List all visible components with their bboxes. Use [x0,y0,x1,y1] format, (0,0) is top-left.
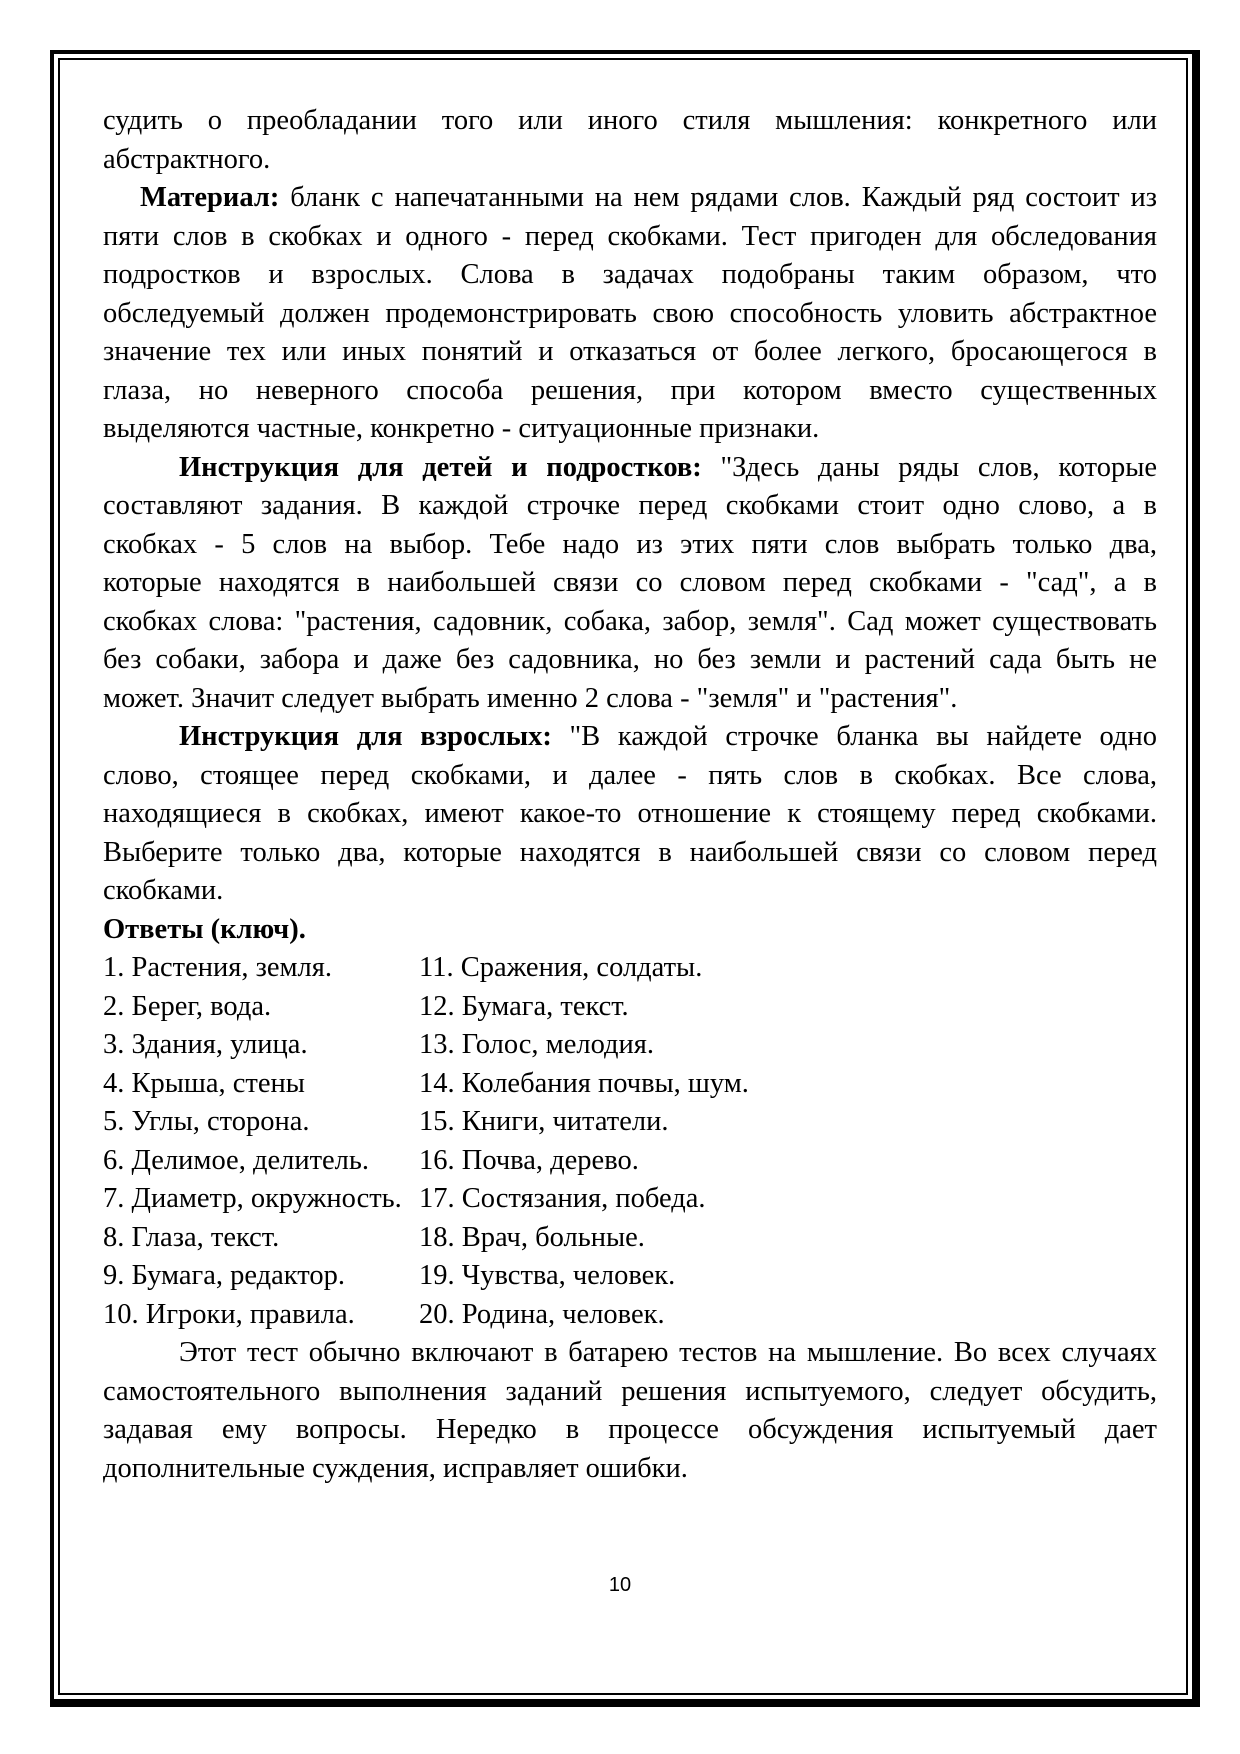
line-text: абстрактного. [103,143,271,175]
answers-heading [103,911,1157,950]
line-text: подростков и взрослых. Слова в задачах подобраны таким образом, что [103,259,1157,290]
answer-row [103,1065,1157,1104]
answer-item: 19. Чувства, человек. [419,1260,676,1291]
answer-item: 11. Сражения, солдаты. [419,952,703,983]
closing-paragraph [103,1334,1157,1488]
line-text: составляют задания. В каждой строчке перед скобками стоит одно слово, а в [103,490,1157,521]
text-line [103,795,1157,834]
answer-row [103,988,1157,1027]
answer-item: 3. Здания, улица. [103,1029,308,1060]
answer-item: 9. Бумага, редактор. [103,1260,345,1291]
text-line [103,680,1157,719]
text-line [103,603,1157,642]
answer-row [103,1257,1157,1296]
answer-item: 2. Берег, вода. [103,990,272,1022]
answer-item: 14. Колебания почвы, шум. [419,1067,749,1099]
answer-item: 15. Книги, читатели. [419,1106,669,1137]
answer-item: 18. Врач, больные. [419,1221,645,1253]
line-text: скобках слова: "растения, садовник, собака, забор, земля". Сад может существовать [103,605,1157,637]
text-line [103,834,1157,873]
answer-item: 5. Углы, сторона. [103,1106,310,1137]
paragraph [103,179,1157,449]
line-text: находящиеся в скобках, имеют какое-то отношение к стоящему перед скобками. [103,798,1157,829]
line-text: Выберите только два, которые находятся в наибольшей связи со словом перед [103,836,1157,868]
text-line [103,757,1157,796]
line-text: обследуемый должен продемонстрировать свою способность уловить абстрактное [103,297,1157,329]
answer-row [103,949,1157,988]
answer-row [103,1026,1157,1065]
line-text: "Здесь даны ряды слов, которые [701,451,1158,483]
line-text: самостоятельного выполнения заданий решения испытуемого, следует обсудить, [103,1375,1157,1407]
answer-item: 8. Глаза, текст. [103,1221,280,1253]
text-line [103,1411,1157,1450]
line-text: Этот тест обычно включают в батарею тестов на мышление. Во всех случаях [179,1337,1157,1368]
answers-section [103,911,1157,1335]
text-line [103,641,1157,680]
answer-item: 7. Диаметр, окружность. [103,1183,402,1214]
answer-item: 13. Голос, мелодия. [419,1029,654,1060]
line-text: слово, стоящее перед скобками, и далее - пять слов в скобках. Все слова, [103,759,1157,791]
text-line [103,141,1157,180]
bold-lead: Инструкция для взрослых: [179,721,552,752]
answer-row [103,1103,1157,1142]
answer-item: 12. Бумага, текст. [419,990,629,1022]
line-text: дополнительные суждения, исправляет ошибки. [103,1452,688,1484]
line-text: значение тех или иных понятий и отказаться от более легкого, бросающегося в [103,336,1157,367]
text-line [103,526,1157,565]
answer-row [103,1296,1157,1335]
text-line [103,102,1157,141]
line-text: скобках - 5 слов на выбор. Тебе надо из этих пяти слов выбрать только два, [103,528,1157,560]
answer-item: 10. Игроки, правила. [103,1298,355,1330]
answer-item: 4. Крыша, стены [103,1067,305,1099]
document-body [103,102,1157,1488]
paragraph [103,449,1157,719]
line-text: которые находятся в наибольшей связи со словом перед скобками - "сад", а в [103,567,1157,598]
line-text: судить о преобладании того или иного стиля мышления: конкретного или [103,105,1157,136]
line-text: глаза, но неверного способа решения, при котором вместо существенных [103,374,1157,406]
answer-row [103,1219,1157,1258]
line-text: задавая ему вопросы. Нередко в процессе обсуждения испытуемый дает [103,1414,1157,1445]
answer-row [103,1180,1157,1219]
text-line [103,410,1157,449]
text-line [103,179,1157,218]
bold-lead: Материал: [140,182,280,213]
text-line [103,1334,1157,1373]
page-number: 10 [608,1574,632,1596]
text-line [103,872,1157,911]
answer-item: 6. Делимое, делитель. [103,1144,370,1176]
answers-heading-text: Ответы (ключ). [103,913,306,945]
text-line [103,256,1157,295]
text-line [103,1373,1157,1412]
text-line [103,564,1157,603]
text-line [103,718,1157,757]
text-line [103,449,1157,488]
text-line [103,295,1157,334]
text-line [103,372,1157,411]
line-text: скобками. [103,875,224,906]
answer-item: 16. Почва, дерево. [419,1144,639,1176]
line-text: пяти слов в скобках и одного - перед скобками. Тест пригоден для обследования [103,220,1157,252]
text-line [103,1450,1157,1489]
line-text: может. Значит следует выбрать именно 2 слова - "земля" и "растения". [103,682,958,714]
paragraph [103,102,1157,179]
answer-row [103,1142,1157,1181]
paragraph [103,718,1157,911]
line-text: выделяются частные, конкретно - ситуационные признаки. [103,413,820,444]
text-line [103,487,1157,526]
line-text: "В каждой строчке бланка вы найдете одно [551,721,1157,752]
text-line [103,333,1157,372]
text-line [103,218,1157,257]
answer-item: 20. Родина, человек. [419,1298,665,1330]
line-text: бланк с напечатанными на нем рядами слов. Каждый ряд состоит из [279,182,1157,213]
answer-item: 1. Растения, земля. [103,952,333,983]
line-text: без собаки, забора и даже без садовника, но без земли и растений сада быть не [103,644,1157,675]
answer-item: 17. Состязания, победа. [419,1183,706,1214]
bold-lead: Инструкция для детей и подростков: [179,451,702,483]
